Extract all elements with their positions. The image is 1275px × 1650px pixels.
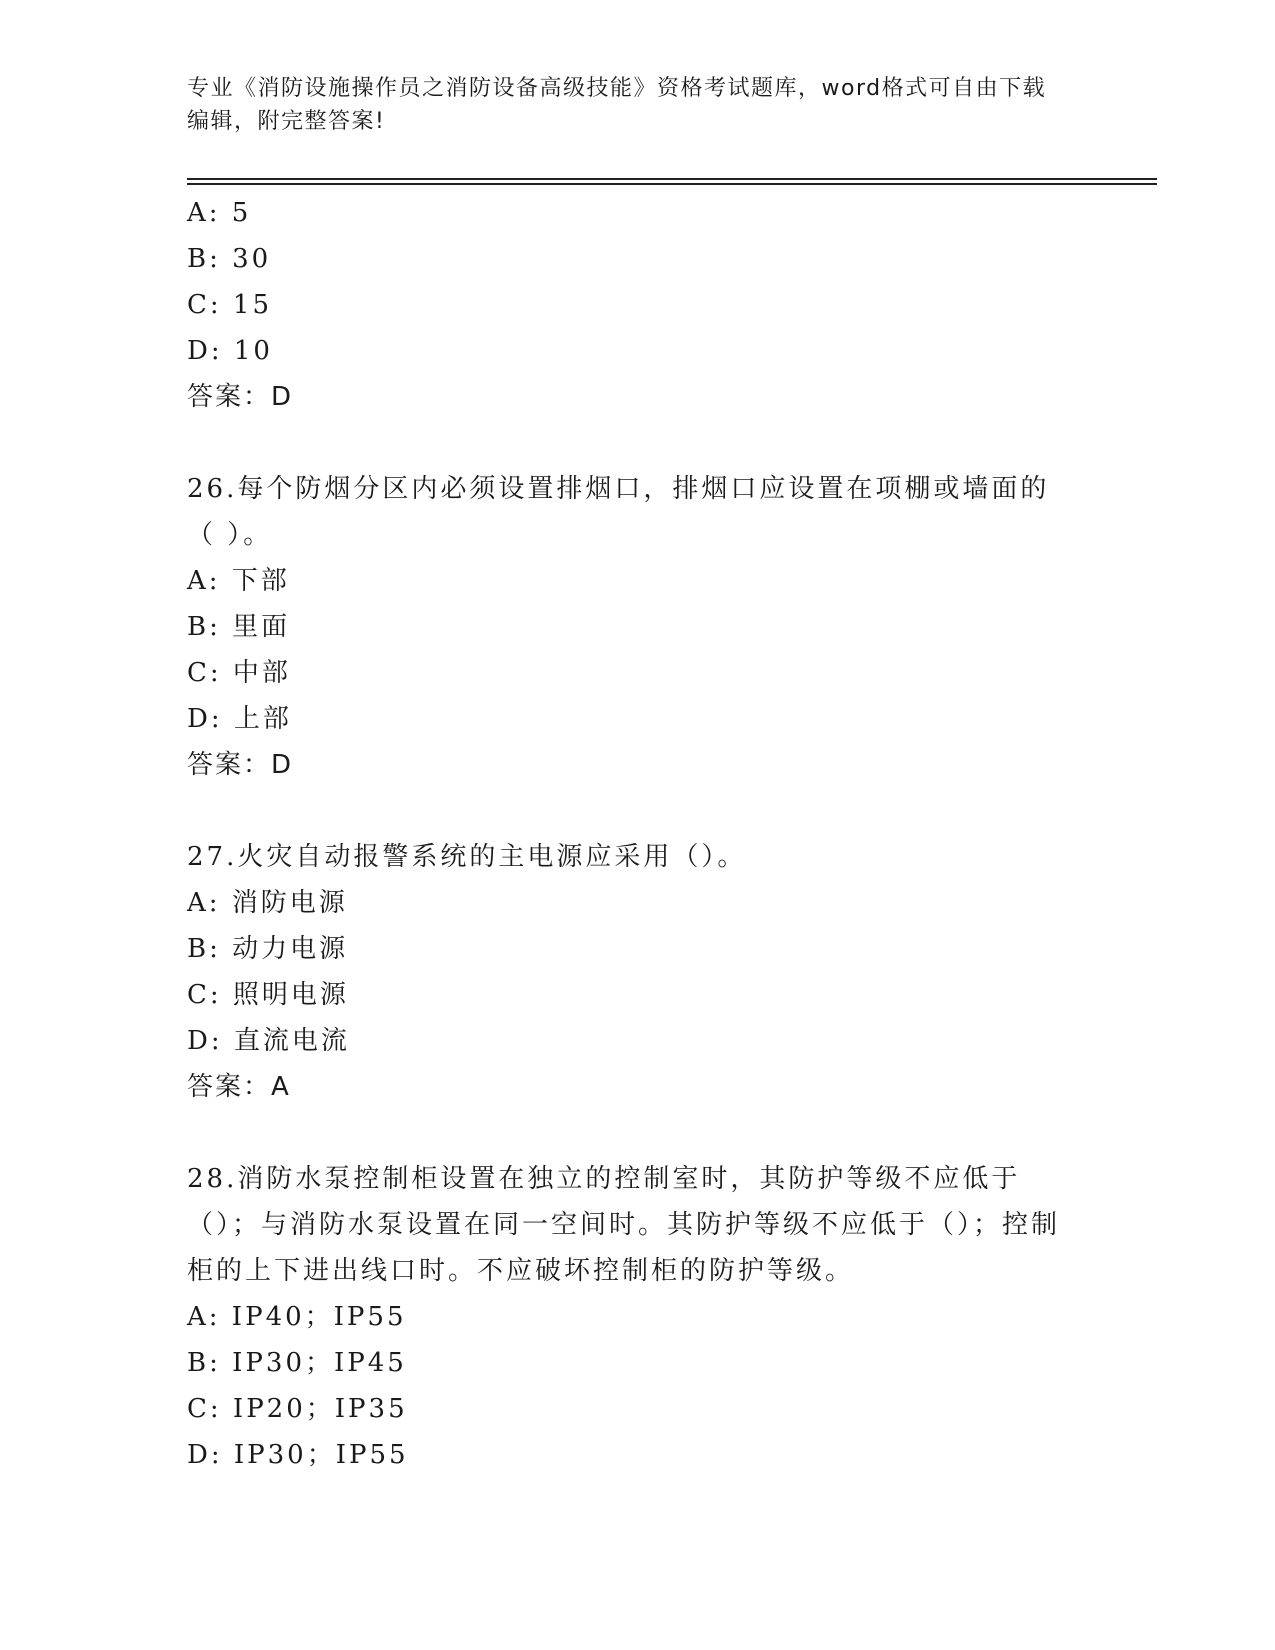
option-c: C: IP20；IP35 (187, 1394, 408, 1424)
header-divider-top (187, 178, 1157, 180)
option-b: B: IP30；IP45 (187, 1348, 407, 1378)
option-a: A: 消防电源 (187, 888, 348, 918)
spacer (187, 788, 1087, 834)
question-27 (187, 834, 1087, 1110)
option-b: B: 30 (187, 244, 272, 274)
document-header: 专业《消防设施操作员之消防设备高级技能》资格考试题库，word格式可自由下载编辑，附完整答案! (187, 76, 1047, 134)
question-stem: 28.消防水泵控制柜设置在独立的控制室时，其防护等级不应低于（）；与消防水泵设置在同一空间时。其防护等级不应低于（）；控制柜的上下进出线口时。不应破坏控制柜的防护等级。 (187, 1164, 1061, 1286)
option-c: C: 中部 (187, 658, 291, 688)
answer: 答案：D (187, 382, 294, 412)
option-d: D: 10 (187, 336, 273, 366)
spacer (187, 420, 1087, 466)
option-a: A: IP40；IP55 (187, 1302, 407, 1332)
option-d: D: 上部 (187, 704, 292, 734)
option-c: C: 15 (187, 290, 273, 320)
answer: 答案：D (187, 750, 294, 780)
question-stem: 27.火灾自动报警系统的主电源应采用（）。 (187, 842, 747, 872)
question-list (187, 190, 1087, 1478)
option-a: A: 5 (187, 198, 252, 228)
option-d: D: 直流电流 (187, 1026, 350, 1056)
option-c: C: 照明电源 (187, 980, 349, 1010)
option-d: D: IP30；IP55 (187, 1440, 409, 1470)
option-b: B: 里面 (187, 612, 291, 642)
option-b: B: 动力电源 (187, 934, 349, 964)
header-divider-bottom (187, 183, 1157, 185)
question-stem: 26.每个防烟分区内必须设置排烟口，排烟口应设置在项棚或墙面的（ ）。 (187, 474, 1050, 550)
question-28 (187, 1156, 1087, 1478)
question-26 (187, 466, 1087, 788)
answer: 答案：A (187, 1072, 291, 1102)
question-25 (187, 190, 1087, 420)
option-a: A: 下部 (187, 566, 290, 596)
spacer (187, 1110, 1087, 1156)
